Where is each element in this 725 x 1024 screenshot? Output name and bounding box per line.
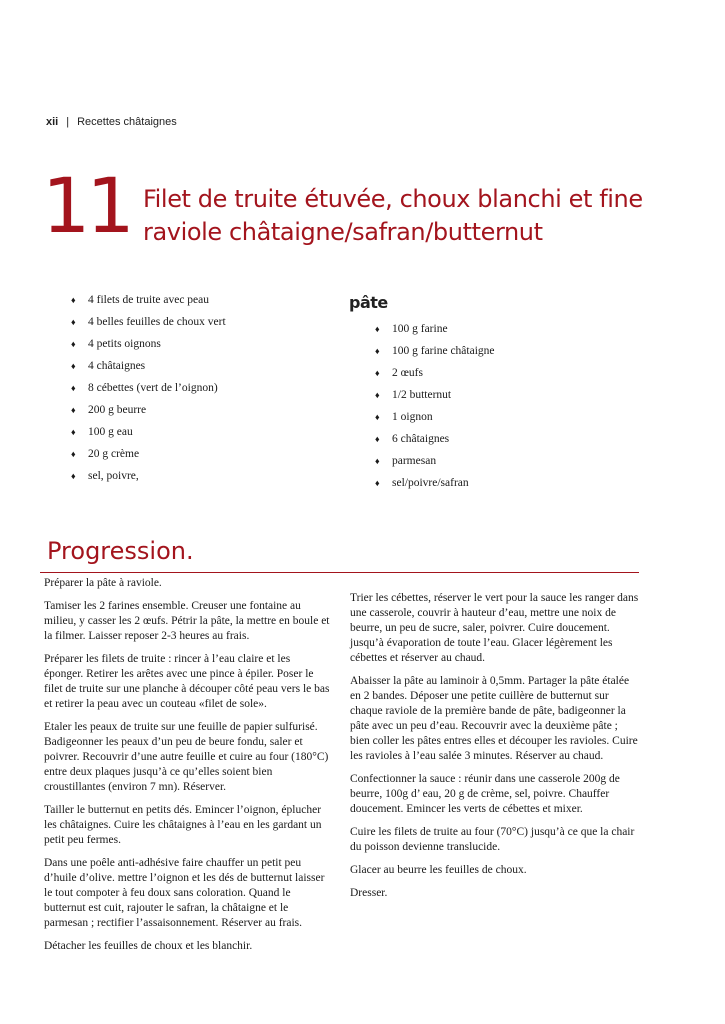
ingredient-text: 20 g crème <box>88 448 140 460</box>
ingredient-text: 6 châtaignes <box>392 433 450 445</box>
bullet-icon: ♦ <box>375 412 380 422</box>
ingredient-text: 4 belles feuilles de choux vert <box>88 316 226 328</box>
ingredient-item <box>71 425 226 447</box>
ingredient-text: sel/poivre/safran <box>392 477 469 489</box>
step-paragraph: Confectionner la sauce : réunir dans une casserole 200g de beurre, 100g d’ eau, 20 g de crème, sel, poivre. Chauffer doucement. Emincer les verts de cébettes et mixer. <box>350 773 620 815</box>
ingredient-item <box>71 403 226 425</box>
bullet-icon: ♦ <box>375 478 380 488</box>
bullet-icon: ♦ <box>375 390 380 400</box>
ingredient-item <box>71 293 226 315</box>
ingredient-list-main <box>71 293 226 491</box>
step-paragraph: Tamiser les 2 farines ensemble. Creuser une fontaine au milieu, y casser les 2 œufs. Pétrir la pâte, la mettre en boule et la filmer. Laisser reposer 2-3 heures au frais. <box>44 600 330 642</box>
ingredient-item <box>375 410 495 432</box>
step-paragraph: Dans une poêle anti-adhésive faire chauffer un petit peu d’huile d’olive. mettre l’oignon et les dés de butternut laisser le tout compoter à feu doux sans coloration. Quand le butternut est cuit, rajouter le safran, la châtaigne et le parmesan ; rectifier l’assaisonnement. Réserver au frais. <box>44 857 325 929</box>
ingredient-item <box>71 337 226 359</box>
step-paragraph: Tailler le butternut en petits dés. Emincer l’oignon, éplucher les châtaignes. Cuire les châtaignes à l’eau en les gardant un petit peu fermes. <box>44 804 322 846</box>
ingredient-item <box>71 447 226 469</box>
ingredient-text: 200 g beurre <box>88 404 147 416</box>
bullet-icon: ♦ <box>71 339 76 349</box>
step-paragraph: Dresser. <box>350 887 388 899</box>
ingredient-item <box>375 476 495 498</box>
bullet-icon: ♦ <box>71 427 76 437</box>
ingredient-item <box>71 381 226 403</box>
ingredient-text: 1/2 butternut <box>392 389 452 401</box>
step-paragraph: Préparer les filets de truite : rincer à l’eau claire et les éponger. Retirer les arêtes avec une pince à épiler. Poser le filet de truite sur une planche à découper côté peau vers le bas et retirer la peau avec un couteau «filet de sole». <box>44 653 330 710</box>
bullet-icon: ♦ <box>375 368 380 378</box>
ingredient-item <box>375 454 495 476</box>
ingredient-item <box>375 388 495 410</box>
bullet-icon: ♦ <box>375 324 380 334</box>
ingredient-text: 4 filets de truite avec peau <box>88 294 210 306</box>
ingredient-item <box>375 344 495 366</box>
ingredient-item <box>71 359 226 381</box>
page-number: xii <box>46 116 59 128</box>
bullet-icon: ♦ <box>71 317 76 327</box>
ingredient-text: sel, poivre, <box>88 470 139 482</box>
ingredient-text: 100 g farine <box>392 323 448 335</box>
running-header <box>46 116 177 128</box>
ingredient-text: 4 petits oignons <box>88 338 161 350</box>
bullet-icon: ♦ <box>71 405 76 415</box>
chapter-number: 11 <box>42 161 131 250</box>
ingredient-item <box>71 469 226 491</box>
steps-column-right <box>350 591 640 909</box>
steps-column-left <box>44 576 331 962</box>
ingredient-text: 2 œufs <box>392 367 423 379</box>
step-paragraph: Trier les cébettes, réserver le vert pour la sauce les ranger dans une casserole, couvrir à hauteur d’eau, mettre une noix de beurre, un peu de sucre, saler, poivrer. Cuire doucement. jusqu’à évaporation de toute l’eau. Glacer légèrement les cébettes et réserver au chaud. <box>350 592 639 664</box>
ingredient-text: 8 cébettes (vert de l’oignon) <box>88 382 218 394</box>
chapter-title: Filet de truite étuvée, choux blanchi et fine raviole châtaigne/safran/butternut <box>143 185 643 246</box>
step-paragraph: Glacer au beurre les feuilles de choux. <box>350 864 527 876</box>
pate-heading: pâte <box>349 293 388 312</box>
ingredient-item <box>71 315 226 337</box>
ingredient-text: parmesan <box>392 455 437 467</box>
ingredient-text: 100 g eau <box>88 426 133 438</box>
bullet-icon: ♦ <box>71 361 76 371</box>
bullet-icon: ♦ <box>375 456 380 466</box>
ingredient-item <box>375 432 495 454</box>
bullet-icon: ♦ <box>375 434 380 444</box>
bullet-icon: ♦ <box>71 449 76 459</box>
ingredient-text: 100 g farine châtaigne <box>392 345 495 357</box>
header-separator: | <box>66 116 70 128</box>
ingredient-item <box>375 322 495 344</box>
ingredient-list-pate <box>375 322 495 498</box>
book-title: Recettes châtaignes <box>77 116 177 128</box>
progression-heading: Progression. <box>47 537 194 565</box>
section-rule <box>40 572 639 573</box>
step-paragraph: Etaler les peaux de truite sur une feuille de papier sulfurisé. Badigeonner les peaux d’un peu de beure fondu, saler et poivrer. Recouvrir d’une autre feuille et cuire au four (180°C) entre deux plaques jusqu’à ce qu’elles soient bien croustillantes (environ 7 mn). Réserver. <box>44 721 329 793</box>
bullet-icon: ♦ <box>71 383 76 393</box>
step-paragraph: Abaisser la pâte au laminoir à 0,5mm. Partager la pâte étalée en 2 bandes. Déposer une petite cuillère de butternut sur chaque raviole de la première bande de pâte, badigeonner la pâte avec un peu d’eau. Recouvrir avec la deuxième pâte ; bien coller les pâtes entres elles et découper les ravioles. Cuire les ravioles à l’eau salée 3 minutes. Réserver au chaud. <box>350 675 638 762</box>
bullet-icon: ♦ <box>71 471 76 481</box>
ingredient-text: 4 châtaignes <box>88 360 146 372</box>
ingredient-item <box>375 366 495 388</box>
ingredient-text: 1 oignon <box>392 411 433 423</box>
step-paragraph: Détacher les feuilles de choux et les blanchir. <box>44 940 253 952</box>
bullet-icon: ♦ <box>71 295 76 305</box>
step-paragraph: Préparer la pâte à raviole. <box>44 577 162 589</box>
step-paragraph: Cuire les filets de truite au four (70°C) jusqu’à ce que la chair du poisson devienne translucide. <box>350 826 635 853</box>
bullet-icon: ♦ <box>375 346 380 356</box>
